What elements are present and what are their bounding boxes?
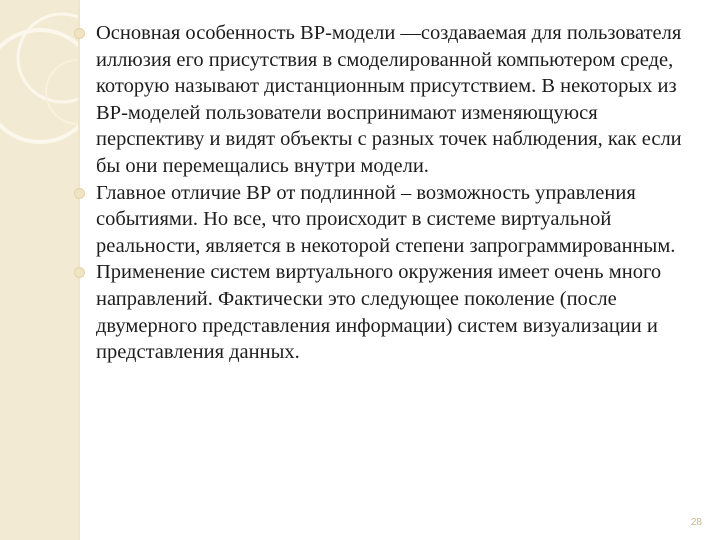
bullet-dot-icon — [74, 188, 85, 199]
bullet-text: Основная особенность ВР-модели —создаваемая для пользователя иллюзия его присутствия в смоделированной компьютером среде, которую называют дистанционным присутствием. В некоторых из ВР-моделей пользователи воспринимают изменяющуюся перспективу и видят объекты с разных точек наблюдения, как если бы они перемещались внутри модели. — [96, 22, 682, 177]
decorative-ring-1 — [18, 14, 78, 102]
bullet-text: Главное отличие ВР от подлинной – возможность управления событиями. Но все, что происходит в системе виртуальной реальности, является в некоторой степени запрограммированным. — [96, 181, 676, 257]
decorative-rings — [0, 0, 78, 540]
bullet-list — [72, 20, 702, 366]
decorative-side-band — [0, 0, 78, 540]
slide-content — [72, 20, 702, 366]
bullet-text: Применение систем виртуального окружения имеет очень много направлений. Фактически это следующее поколение (после двумерного представления информации) систем визуализации и представления данных. — [96, 261, 662, 364]
bullet-dot-icon — [74, 267, 85, 278]
bullet-item — [72, 259, 702, 365]
bullet-dot-icon — [74, 28, 85, 39]
bullet-item — [72, 20, 702, 180]
bullet-item — [72, 180, 702, 260]
decorative-ring-2 — [0, 30, 78, 142]
page-number: 28 — [690, 517, 702, 528]
